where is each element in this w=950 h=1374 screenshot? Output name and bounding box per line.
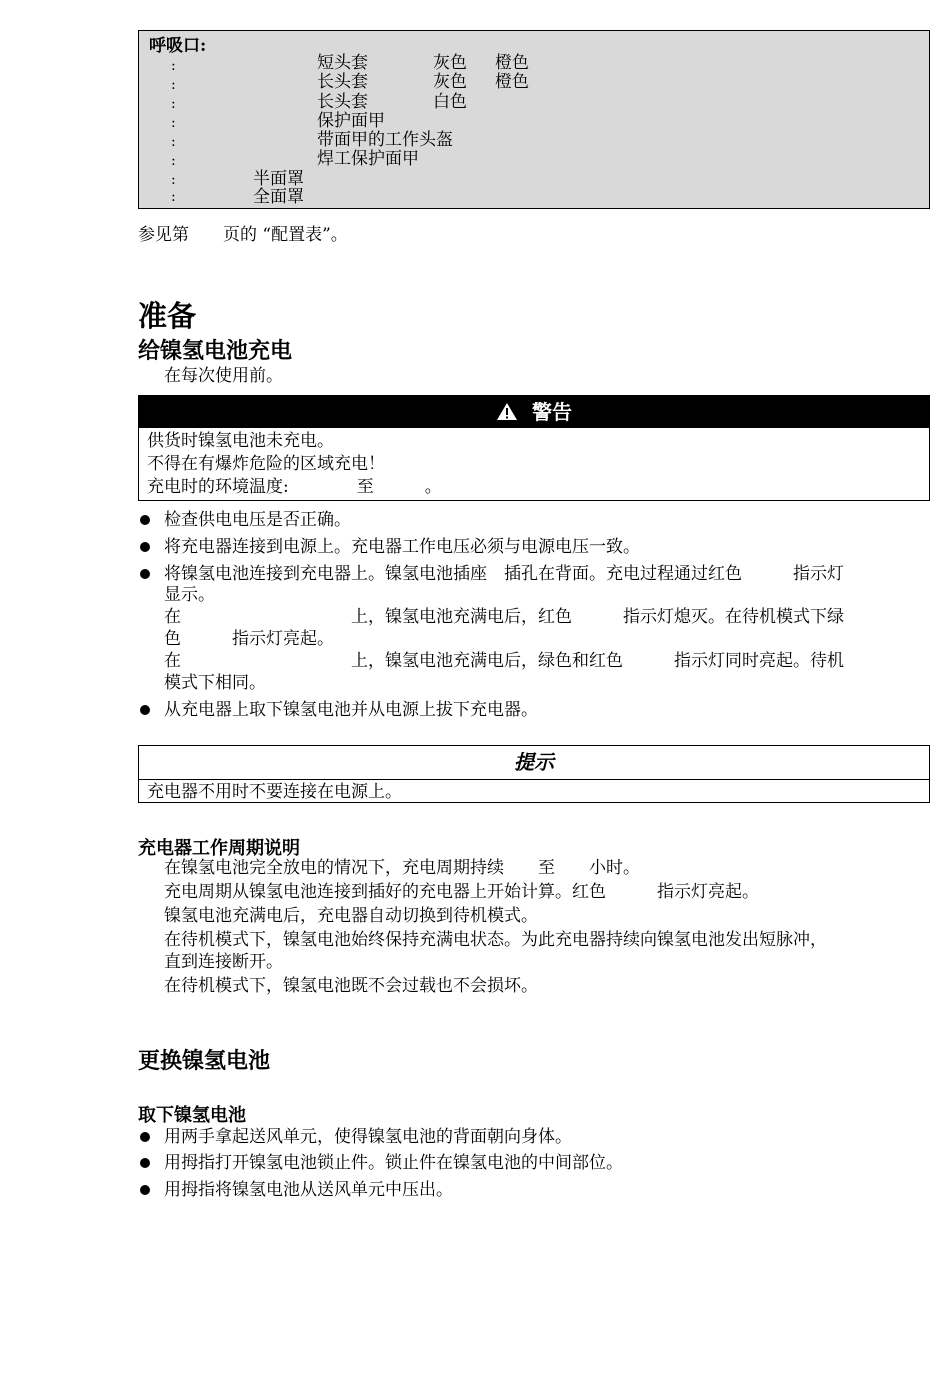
section-title-replace-battery: 更换镍氢电池 [138, 1048, 271, 1074]
warning-triangle-icon [496, 398, 518, 430]
dot-leader: : [171, 189, 176, 205]
table-title: 呼吸口: [149, 36, 207, 56]
bullet-icon [138, 540, 152, 554]
bullet-icon [138, 513, 152, 527]
charging-intro: 在每次使用前。 [164, 366, 283, 386]
bullet-icon [138, 1183, 152, 1197]
step-item: 将镍氢电池连接到充电器上。镍氢电池插座 插孔在背面。充电过程通过红色 指示灯 [164, 564, 844, 584]
table-item: 带面甲的工作头盔 [317, 130, 453, 150]
table-item: 长头套 [317, 72, 368, 92]
dot-leader: : [171, 153, 176, 169]
cycle-line: 充电周期从镍氢电池连接到插好的充电器上开始计算。红色 指示灯亮起。 [164, 882, 759, 902]
section-title-preparation: 准备 [138, 299, 197, 333]
remove-step: 用拇指将镍氢电池从送风单元中压出。 [164, 1180, 453, 1200]
warning-box [138, 395, 930, 501]
dot-leader: : [171, 96, 176, 112]
subsection-title-remove-battery: 取下镍氢电池 [138, 1105, 246, 1126]
dot-leader: : [171, 134, 176, 150]
table-color: 橙色 [495, 53, 529, 73]
dot-leader: : [171, 58, 176, 74]
step-item: 将充电器连接到电源上。充电器工作电压必须与电源电压一致。 [164, 537, 640, 557]
subsection-title-charge-cycle: 充电器工作周期说明 [138, 838, 300, 859]
table-item: 全面罩 [253, 187, 304, 207]
cycle-line: 在待机模式下，镍氢电池始终保持充满电状态。为此充电器持续向镍氢电池发出短脉冲， [164, 930, 827, 950]
bullet-icon [138, 703, 152, 717]
table-color: 白色 [433, 92, 467, 112]
dot-leader: : [171, 172, 176, 188]
table-color: 灰色 [433, 72, 467, 92]
step-item-continued: 色 指示灯亮起。 [164, 629, 334, 649]
subsection-title-charging: 给镍氢电池充电 [138, 338, 293, 364]
table-item: 短头套 [317, 53, 368, 73]
table-item: 半面罩 [253, 169, 304, 189]
dot-leader: : [171, 77, 176, 93]
table-color: 灰色 [433, 53, 467, 73]
table-item: 焊工保护面甲 [317, 149, 419, 169]
step-item-continued: 在 上，镍氢电池充满电后，红色 指示灯熄灭。在待机模式下绿 [164, 607, 844, 627]
remove-step: 用拇指打开镍氢电池锁止件。锁止件在镍氢电池的中间部位。 [164, 1153, 623, 1173]
table-color: 橙色 [495, 72, 529, 92]
step-item-continued: 显示。 [164, 585, 215, 605]
see-page-note: 参见第 页的 “配置表”。 [138, 225, 348, 245]
step-item-continued: 模式下相同。 [164, 673, 266, 693]
note-box [138, 745, 930, 803]
step-item: 从充电器上取下镍氢电池并从电源上拔下充电器。 [164, 700, 538, 720]
cycle-line: 在待机模式下，镍氢电池既不会过载也不会损坏。 [164, 976, 538, 996]
table-item: 长头套 [317, 92, 368, 112]
cycle-line: 镍氢电池充满电后，充电器自动切换到待机模式。 [164, 906, 538, 926]
bullet-icon [138, 1130, 152, 1144]
bullet-icon [138, 567, 152, 581]
warning-header [139, 396, 929, 428]
warning-heading: 警告 [532, 400, 572, 424]
remove-step: 用两手拿起送风单元，使得镍氢电池的背面朝向身体。 [164, 1127, 572, 1147]
cycle-line: 在镍氢电池完全放电的情况下，充电周期持续 至 小时。 [164, 858, 640, 878]
warning-line: 供货时镍氢电池未充电。 [147, 431, 334, 451]
step-item: 检查供电电压是否正确。 [164, 510, 351, 530]
bullet-icon [138, 1156, 152, 1170]
warning-line: 充电时的环境温度: 至 。 [147, 477, 442, 497]
dot-leader: : [171, 115, 176, 131]
table-item: 保护面甲 [317, 111, 385, 131]
note-heading: 提示 [139, 746, 929, 780]
warning-line: 不得在有爆炸危险的区域充电！ [147, 454, 385, 474]
cycle-line: 直到连接断开。 [164, 952, 283, 972]
note-text: 充电器不用时不要连接在电源上。 [147, 782, 402, 802]
step-item-continued: 在 上，镍氢电池充满电后，绿色和红色 指示灯同时亮起。待机 [164, 651, 844, 671]
respiratory-interface-table [138, 30, 930, 209]
